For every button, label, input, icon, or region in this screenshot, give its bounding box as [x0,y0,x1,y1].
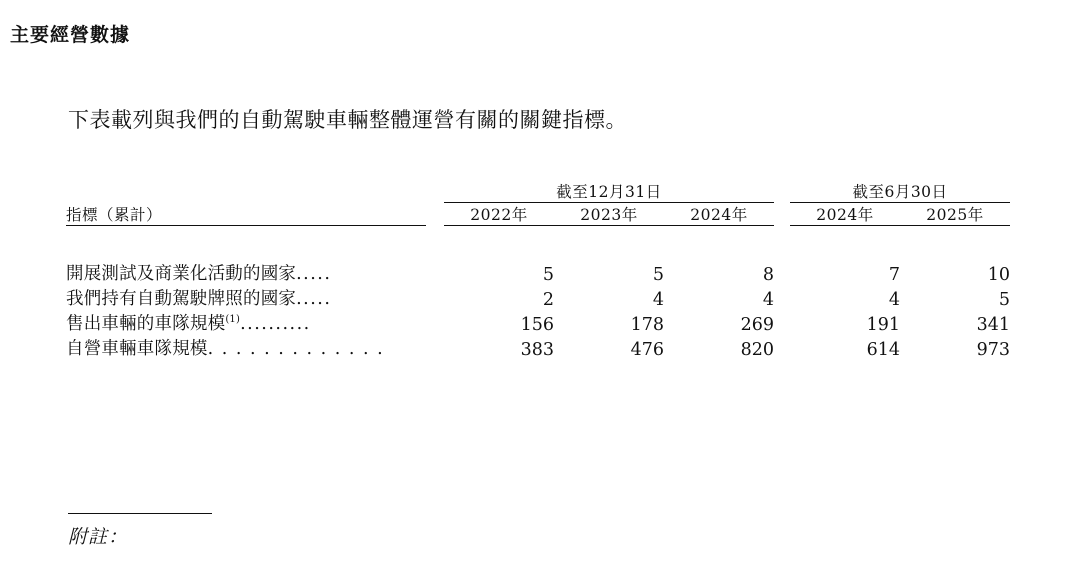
column-header-2024-jun: 2024年 [790,203,900,226]
table-group-header-row [66,180,1010,202]
table-row [66,310,1010,335]
cell-r0-c1: 5 [652,265,664,285]
column-header-2025-jun: 2025年 [900,203,1010,226]
row-label-sold-fleet: 售出車輛的車隊規模$^{(1)}$.......... [66,314,311,334]
cell-r3-c3: 614 [866,340,900,360]
table-row [66,260,1010,285]
cell-r1-c4: 5 [998,290,1010,310]
row-label-countries-testing: 開展測試及商業化活動的國家..... [66,264,332,284]
cell-r2-c4: 341 [976,315,1010,335]
column-header-2022: 2022年 [444,203,554,226]
row-label-self-operated-fleet: 自營車輛車隊規模. . . . . . . . . . . . . [66,339,385,359]
group-header-jun30: 截至6月30日 [852,183,948,201]
cell-r1-c3: 4 [888,290,900,310]
key-operating-metrics-table [66,180,1010,360]
cell-r3-c4: 973 [976,340,1010,360]
cell-r1-c1: 4 [652,290,664,310]
cell-r1-c0: 2 [542,290,554,310]
cell-r1-c2: 4 [762,290,774,310]
cell-r0-c4: 10 [987,265,1010,285]
table-spacer-row [66,226,1010,261]
cell-r2-c1: 178 [630,315,664,335]
footnote-divider [68,513,212,514]
row-header-label: 指標（累計） [66,203,426,226]
cell-r2-c3: 191 [866,315,900,335]
intro-paragraph: 下表載列與我們的自動駕駛車輛整體運營有關的關鍵指標。 [68,108,627,132]
cell-r3-c2: 820 [740,340,774,360]
table-row [66,335,1010,360]
column-header-2024-dec: 2024年 [664,203,774,226]
footnote-label: 附註： [68,526,129,548]
cell-r0-c0: 5 [542,265,554,285]
column-header-2023: 2023年 [554,203,664,226]
cell-r0-c3: 7 [888,265,900,285]
cell-r3-c0: 383 [520,340,554,360]
cell-r0-c2: 8 [762,265,774,285]
cell-r2-c2: 269 [740,315,774,335]
cell-r3-c1: 476 [630,340,664,360]
cell-r2-c0: 156 [520,315,554,335]
row-label-countries-licensed: 我們持有自動駕駛牌照的國家..... [66,289,332,309]
page-title: 主要經營數據 [10,24,131,46]
table-row [66,285,1010,310]
table-column-header-row [66,203,1010,226]
group-header-dec31: 截至12月31日 [556,183,662,201]
footnote-marker: (1) [225,314,241,326]
